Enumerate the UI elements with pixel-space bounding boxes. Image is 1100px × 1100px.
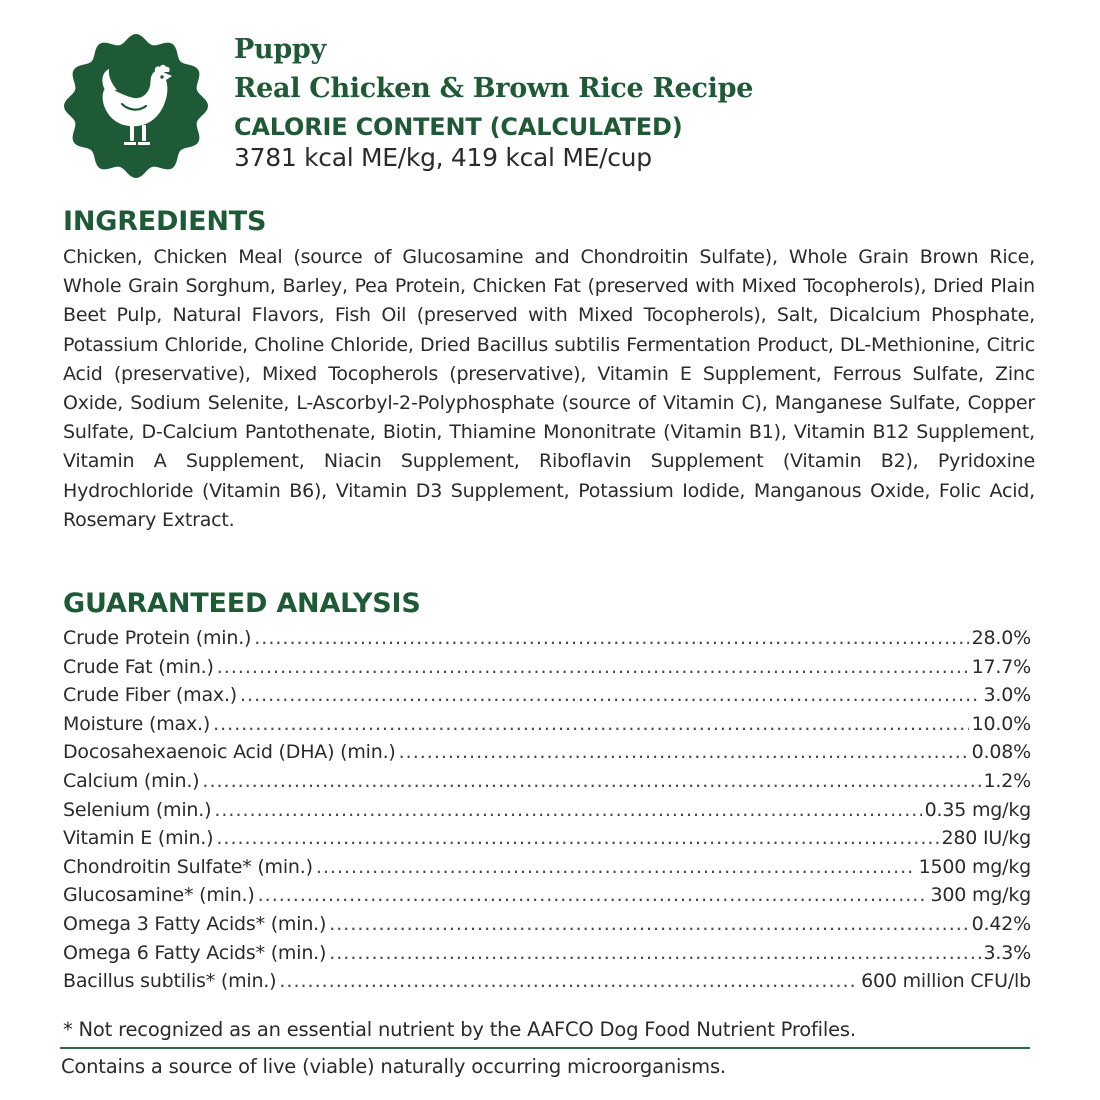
analysis-row [63,910,1031,939]
analysis-value: 0.08% [971,741,1031,764]
product-header [234,30,1074,173]
probiotic-note: Contains a source of live (viable) naturally occurring microorganisms. [61,1055,726,1078]
analysis-value: 10.0% [971,712,1031,735]
guaranteed-analysis-list [63,624,1031,996]
dot-leader [240,681,981,710]
dot-leader [213,710,969,739]
analysis-row [63,681,1031,710]
aafco-footnote: * Not recognized as an essential nutrient by the AAFCO Dog Food Nutrient Profiles. [63,1018,856,1041]
analysis-row [63,796,1031,825]
divider-line [60,1047,1030,1049]
analysis-row [63,624,1031,653]
analysis-value: 300 mg/kg [930,884,1031,907]
analysis-label: Crude Protein (min.) [63,627,252,649]
dot-leader [254,624,968,653]
analysis-row [63,653,1031,682]
calorie-content-value: 3781 kcal ME/kg, 419 kcal ME/cup [234,143,652,172]
analysis-label: Docosahexaenoic Acid (DHA) (min.) [63,741,396,764]
ingredients-heading: INGREDIENTS [63,206,267,237]
analysis-value: 3.0% [983,684,1031,707]
analysis-value: 17.7% [971,655,1031,678]
analysis-row [63,824,1031,853]
analysis-label: Bacillus subtilis* (min.) [63,970,277,993]
analysis-row [63,967,1031,996]
chicken-badge [62,32,210,180]
analysis-value: 280 IU/kg [941,827,1031,850]
analysis-label: Chondroitin Sulfate* (min.) [63,855,313,878]
dot-leader [202,767,980,796]
analysis-label: Calcium (min.) [63,769,200,792]
analysis-value: 600 million CFU/lb [861,970,1031,993]
analysis-row [63,939,1031,968]
analysis-value: 0.35 mg/kg [924,798,1031,821]
analysis-row [63,767,1031,796]
analysis-value: 1500 mg/kg [918,855,1031,878]
dot-leader [329,910,968,939]
dot-leader [217,653,969,682]
analysis-label: Crude Fiber (max.) [63,684,237,707]
dot-leader [216,824,938,853]
dot-leader [214,796,921,825]
ingredients-text: Chicken, Chicken Meal (source of Glucosamine and Chondroitin Sulfate), Whole Grain Brown Rice, Whole Grain Sorghum, Barley, Pea Protein, Chicken Fat (preserved with Mixed Tocopherols), Dried Plain Beet Pulp, Natural Flavors, Fish Oil (preserved with Mixed Tocopherols), Salt, Dicalcium Phosphate, Potassium Chloride, Choline Chloride, Dried Bacillus subtilis Fermentation Product, DL-Methionine, Citric Acid (preservative), Mixed Tocopherols (preservative), Vitamin E Supplement, Ferrous Sulfate, Zinc Oxide, Sodium Selenite, L-Ascorbyl-2-Polyphosphate (source of Vitamin C), Manganese Sulfate, Copper Sulfate, D-Calcium Pantothenate, Biotin, Thiamine Mononitrate (Vitamin B1), Vitamin B12 Supplement, Vitamin A Supplement, Niacin Supplement, Riboflavin Supplement (Vitamin B2), Pyridoxine Hydrochloride (Vitamin B6), Vitamin D3 Supplement, Potassium Iodide, Manganous Oxide, Folic Acid, Rosemary Extract. [63,246,1035,531]
chicken-icon [62,32,210,180]
analysis-label: Crude Fat (min.) [63,655,214,678]
analysis-label: Glucosamine* (min.) [63,884,255,907]
analysis-row [63,738,1031,767]
dot-leader [279,967,858,996]
guaranteed-analysis-heading: GUARANTEED ANALYSIS [63,588,421,619]
analysis-label: Omega 6 Fatty Acids* (min.) [63,941,327,964]
calorie-content-heading: CALORIE CONTENT (CALCULATED) [234,113,683,141]
analysis-row [63,853,1031,882]
dot-leader [258,881,928,910]
analysis-row [63,710,1031,739]
analysis-value: 0.42% [971,912,1031,935]
analysis-label: Moisture (max.) [63,712,211,735]
analysis-row [63,881,1031,910]
product-age: Puppy [234,34,326,65]
analysis-label: Vitamin E (min.) [63,827,214,850]
dot-leader [399,738,969,767]
analysis-label: Omega 3 Fatty Acids* (min.) [63,912,327,935]
product-recipe-name: Real Chicken & Brown Rice Recipe [234,73,754,104]
analysis-value: 28.0% [971,627,1031,649]
dot-leader [316,853,916,882]
analysis-value: 1.2% [983,769,1031,792]
analysis-label: Selenium (min.) [63,798,212,821]
analysis-value: 3.3% [983,941,1031,964]
dot-leader [329,939,980,968]
